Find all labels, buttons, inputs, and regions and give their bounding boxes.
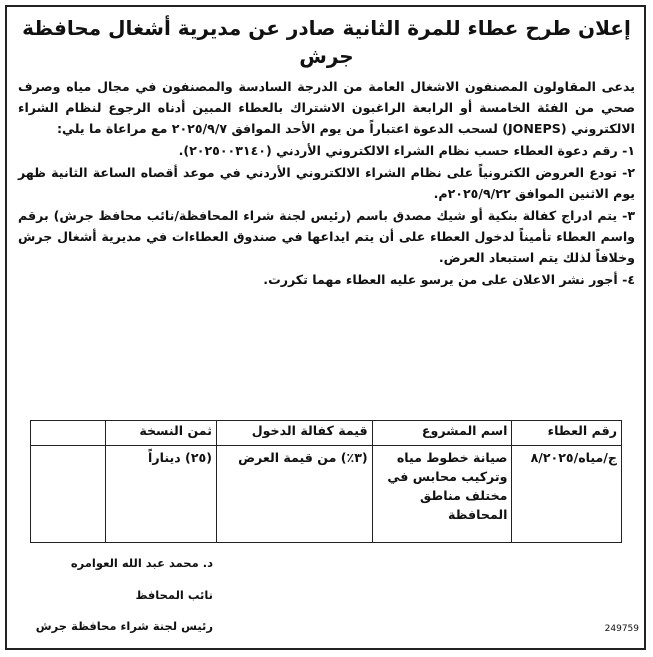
table-row: [31, 446, 622, 543]
tender-table-header-row: [31, 421, 622, 446]
tender-table: [30, 420, 622, 543]
cell-empty: [31, 446, 106, 543]
signatory-name: د. محمد عبد الله العوامره: [70, 556, 213, 570]
signatory-role-deputy-governor: نائب المحافظ: [135, 588, 213, 602]
cell-project-name: صيانة خطوط مياه وتركيب محابس في مختلف مناطق المحافظة: [372, 446, 512, 543]
condition-item-1: ١- رقم دعوة العطاء حسب نظام الشراء الالكتروني الأردني (٢٠٢٥٠٠٣١٤٠).: [178, 143, 635, 158]
condition-item-2: ٢- تودع العروض الكترونياً على نظام الشراء الالكتروني الأردني في موعد أقصاه الساعة الثانية ظهر يوم الاثنين الموافق ٢٠٢٥/٩/٢٢م.: [18, 165, 635, 201]
cell-entry-guarantee: (٣٪) من قيمة العرض: [216, 446, 372, 543]
cell-copy-price: (٢٥) ديناراً: [105, 446, 216, 543]
announcement-title: إعلان طرح عطاء للمرة الثانية صادر عن مديرية أشغال محافظة جرش: [22, 16, 631, 68]
header-project-name: اسم المشروع: [372, 421, 512, 446]
intro-paragraph: يدعى المقاولون المصنفون الاشغال العامة من الدرجة السادسة والمصنفون في مجال مياه وصرف صحي من الفئة الخامسة أو الرابعة الراغبون الاشتراك بالعطاء المبين أدناه الرجوع لنظام الشراء الالكتروني (JONEPS) لسحب الدعوة اعتباراً من يوم الأحد الموافق ٢٠٢٥/٩/٧ مع مراعاة ما يلي:: [18, 79, 635, 136]
header-tender-number: رقم العطاء: [512, 421, 622, 446]
header-entry-guarantee: قيمة كفالة الدخول: [216, 421, 372, 446]
header-copy-price: ثمن النسخة: [105, 421, 216, 446]
header-empty-cell: [31, 421, 106, 446]
signatory-role-committee-head: رئيس لجنة شراء محافظة جرش: [35, 619, 213, 633]
cell-tender-number: ج/مياه/٨/٢٠٢٥: [512, 446, 622, 543]
announcement-body: [18, 14, 635, 290]
condition-item-3: ٣- يتم ادراج كفالة بنكية أو شيك مصدق باسم (رئيس لجنة شراء المحافظة/نائب محافظ جرش) برقم واسم العطاء تأميناً لدخول العطاء على أن يتم ايداعها في صندوق العطاءات في مديرية أشغال جرش وخلافاً لذلك يتم استبعاد العرض.: [18, 208, 635, 265]
reference-number: 249759: [604, 624, 639, 634]
condition-item-4: ٤- أجور نشر الاعلان على من يرسو عليه العطاء مهما تكررت.: [263, 272, 635, 287]
